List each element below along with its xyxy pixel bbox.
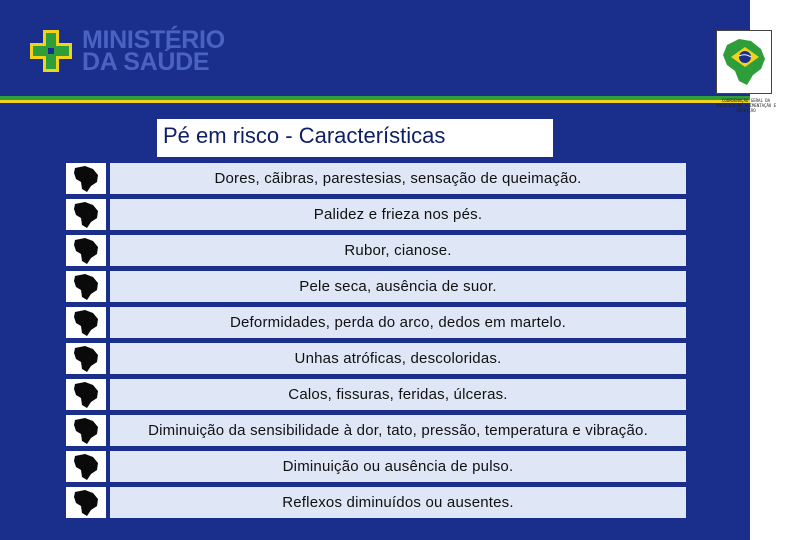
logo-text: [82, 26, 225, 76]
logo-line1: MINISTÉRIO: [82, 26, 225, 54]
brazil-map-icon: [66, 487, 106, 518]
brazil-badge: [716, 30, 772, 94]
list-item: [66, 451, 686, 482]
list-item-text: Diminuição ou ausência de pulso.: [110, 451, 686, 482]
list-item-text: Deformidades, perda do arco, dedos em martelo.: [110, 307, 686, 338]
list-item-text: Reflexos diminuídos ou ausentes.: [110, 487, 686, 518]
brazil-map-icon: [66, 271, 106, 302]
header-stripe-yellow: [0, 100, 750, 103]
ministry-logo: [28, 28, 225, 74]
badge-caption: COORDENAÇÃO GERAL DA POLÍTICA DE ALIMENTAÇÃO E NUTRIÇÃO: [715, 98, 777, 113]
list-item-text: Rubor, cianose.: [110, 235, 686, 266]
list-item-text: Palidez e frieza nos pés.: [110, 199, 686, 230]
health-cross-icon: [28, 28, 74, 74]
brazil-flag-map-icon: [717, 31, 771, 93]
list-item: [66, 487, 686, 518]
list-item-text: Calos, fissuras, feridas, úlceras.: [110, 379, 686, 410]
list-item-text: Diminuição da sensibilidade à dor, tato, pressão, temperatura e vibração.: [110, 415, 686, 446]
list-item-text: Pele seca, ausência de suor.: [110, 271, 686, 302]
brazil-map-icon: [66, 307, 106, 338]
list-item: [66, 379, 686, 410]
list-item: [66, 199, 686, 230]
list-item-text: Unhas atróficas, descoloridas.: [110, 343, 686, 374]
list-item: [66, 343, 686, 374]
brazil-map-icon: [66, 451, 106, 482]
logo-line2: DA SAÚDE: [82, 48, 210, 76]
list-item: [66, 235, 686, 266]
brazil-map-icon: [66, 415, 106, 446]
brazil-map-icon: [66, 343, 106, 374]
list-item: [66, 415, 686, 446]
brazil-map-icon: [66, 235, 106, 266]
brazil-map-icon: [66, 379, 106, 410]
list-item: [66, 163, 686, 194]
list-item: [66, 307, 686, 338]
brazil-map-icon: [66, 163, 106, 194]
list-item: [66, 271, 686, 302]
list-item-text: Dores, cãibras, parestesias, sensação de queimação.: [110, 163, 686, 194]
slide-title: Pé em risco - Características: [163, 123, 446, 148]
brazil-map-icon: [66, 199, 106, 230]
